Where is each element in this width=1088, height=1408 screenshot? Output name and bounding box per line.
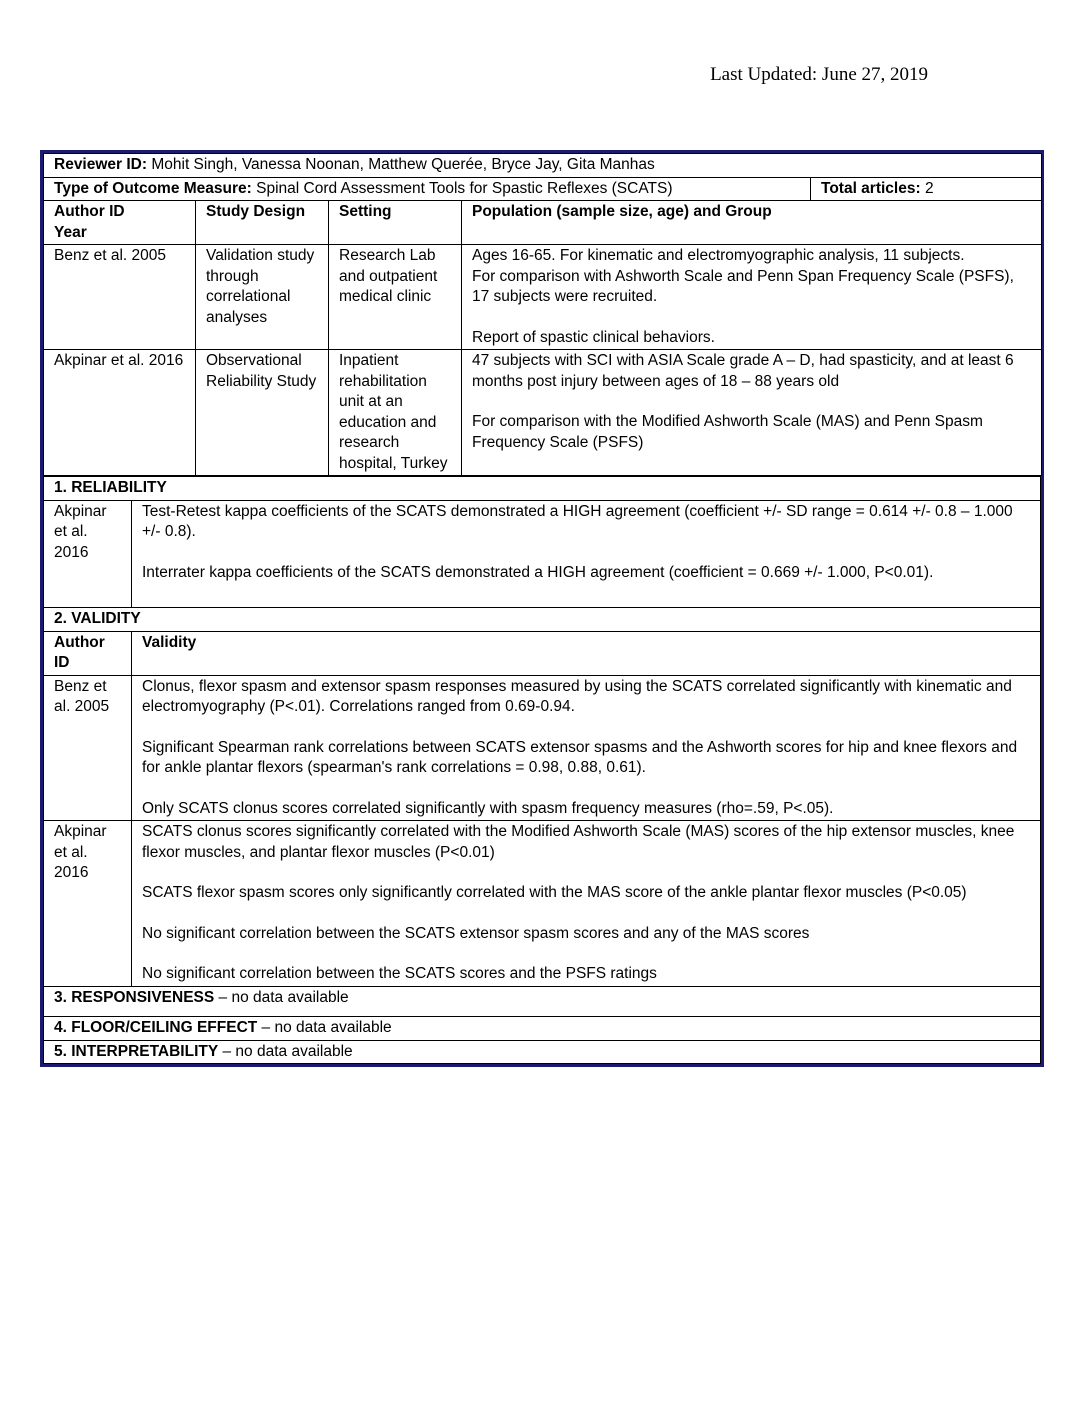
section-label: 3. RESPONSIVENESS — [54, 988, 215, 1006]
header-author-id: Author ID — [54, 203, 125, 220]
interpretability-row — [44, 1040, 1041, 1064]
study-row — [44, 350, 1042, 476]
reliability-author: Akpinar et al. 2016 — [44, 500, 132, 608]
validity-author: Akpinar et al. 2016 — [44, 821, 132, 987]
section-label: 4. FLOOR/CEILING EFFECT — [54, 1019, 258, 1036]
validity-col-validity: Validity — [132, 631, 1041, 675]
validity-header-row — [44, 631, 1041, 675]
section-value: – no data available — [218, 1042, 353, 1060]
reviewer-label: Reviewer ID: — [54, 156, 148, 173]
outcome-label: Type of Outcome Measure: — [54, 179, 252, 197]
reliability-row — [44, 500, 1041, 608]
section-value: – no data available — [257, 1019, 392, 1036]
outcome-measure-table — [40, 150, 1044, 1067]
last-updated-date: Last Updated: June 27, 2019 — [710, 64, 928, 85]
validity-col-author: Author ID — [44, 631, 132, 675]
study-author: Benz et al. 2005 — [44, 245, 196, 350]
total-articles-label: Total articles: — [821, 179, 921, 197]
section-value: – no data available — [214, 988, 349, 1006]
validity-heading-row — [44, 608, 1041, 632]
validity-row — [44, 675, 1041, 821]
section-label: 5. INTERPRETABILITY — [54, 1042, 219, 1060]
responsiveness-row — [44, 986, 1041, 1017]
validity-row — [44, 821, 1041, 987]
validity-text: Only SCATS clonus scores correlated significantly with spasm frequency measures (rho=.59, P<.05). — [142, 799, 834, 817]
validity-text: Significant Spearman rank correlations between SCATS extensor spasms and the Ashworth scores for hip and knee flexors and for ankle plantar flexors (spearman's rank correlations = 0.98, 0.88, 0.61). — [142, 738, 1018, 776]
validity-text: No significant correlation between the SCATS extensor spasm scores and any of the MAS scores — [142, 924, 810, 942]
validity-text: SCATS flexor spasm scores only significantly correlated with the MAS score of the ankle plantar flexor muscles (P<0.05) — [142, 884, 967, 901]
study-design: Observational Reliability Study — [196, 350, 329, 476]
validity-heading: 2. VALIDITY — [44, 608, 1041, 632]
study-population-text: Ages 16-65. For kinematic and electromyographic analysis, 11 subjects. — [472, 247, 965, 264]
study-setting: Research Lab and outpatient medical clinic — [329, 245, 462, 350]
study-row — [44, 245, 1042, 350]
validity-author: Benz et al. 2005 — [44, 675, 132, 821]
reliability-heading: 1. RELIABILITY — [44, 477, 1041, 501]
header-population: Population (sample size, age) and Group — [462, 201, 1042, 245]
floor-ceiling-row — [44, 1017, 1041, 1041]
study-population-text: Report of spastic clinical behaviors. — [472, 328, 715, 346]
total-articles-value: 2 — [920, 179, 934, 197]
study-population-text: For comparison with the Modified Ashworth Scale (MAS) and Penn Spasm Frequency Scale (PSFS) — [472, 413, 983, 451]
study-header-row — [44, 201, 1042, 245]
validity-text: SCATS clonus scores significantly correlated with the Modified Ashworth Scale (MAS) scores of the hip extensor muscles, knee flexor muscles, and plantar flexor muscles (P<0.01) — [142, 823, 1015, 861]
reliability-heading-row — [44, 477, 1041, 501]
study-population-text: For comparison with Ashworth Scale and Penn Span Frequency Scale (PSFS), 17 subjects were recruited. — [472, 267, 1014, 305]
header-study-design: Study Design — [196, 201, 329, 245]
study-author: Akpinar et al. 2016 — [44, 350, 196, 476]
study-setting: Inpatient rehabilitation unit at an education and research hospital, Turkey — [329, 350, 462, 476]
study-population-text: 47 subjects with SCI with ASIA Scale grade A – D, had spasticity, and at least 6 months post injury between ages of 18 – 88 years old — [472, 352, 1014, 390]
outcome-row — [44, 177, 1042, 201]
reviewer-row — [44, 154, 1042, 178]
study-design: Validation study through correlational analyses — [196, 245, 329, 350]
reliability-text: Test-Retest kappa coefficients of the SCATS demonstrated a HIGH agreement (coefficient +/- SD range = 0.614 +/- 0.8 – 1.000 +/- 0.8). — [142, 502, 1013, 540]
header-year: Year — [54, 223, 87, 241]
reviewer-names: Mohit Singh, Vanessa Noonan, Matthew Querée, Bryce Jay, Gita Manhas — [147, 156, 655, 173]
validity-text: Clonus, flexor spasm and extensor spasm responses measured by using the SCATS correlated significantly with kinematic and electromyography (P<.01). Correlations ranged from 0.69-0.94. — [142, 677, 1012, 715]
header-setting: Setting — [329, 201, 462, 245]
validity-text: No significant correlation between the SCATS scores and the PSFS ratings — [142, 965, 657, 982]
outcome-value: Spinal Cord Assessment Tools for Spastic Reflexes (SCATS) — [251, 179, 673, 197]
reliability-text: Interrater kappa coefficients of the SCATS demonstrated a HIGH agreement (coefficient = 0.669 +/- 1.000, P<0.01). — [142, 563, 934, 581]
